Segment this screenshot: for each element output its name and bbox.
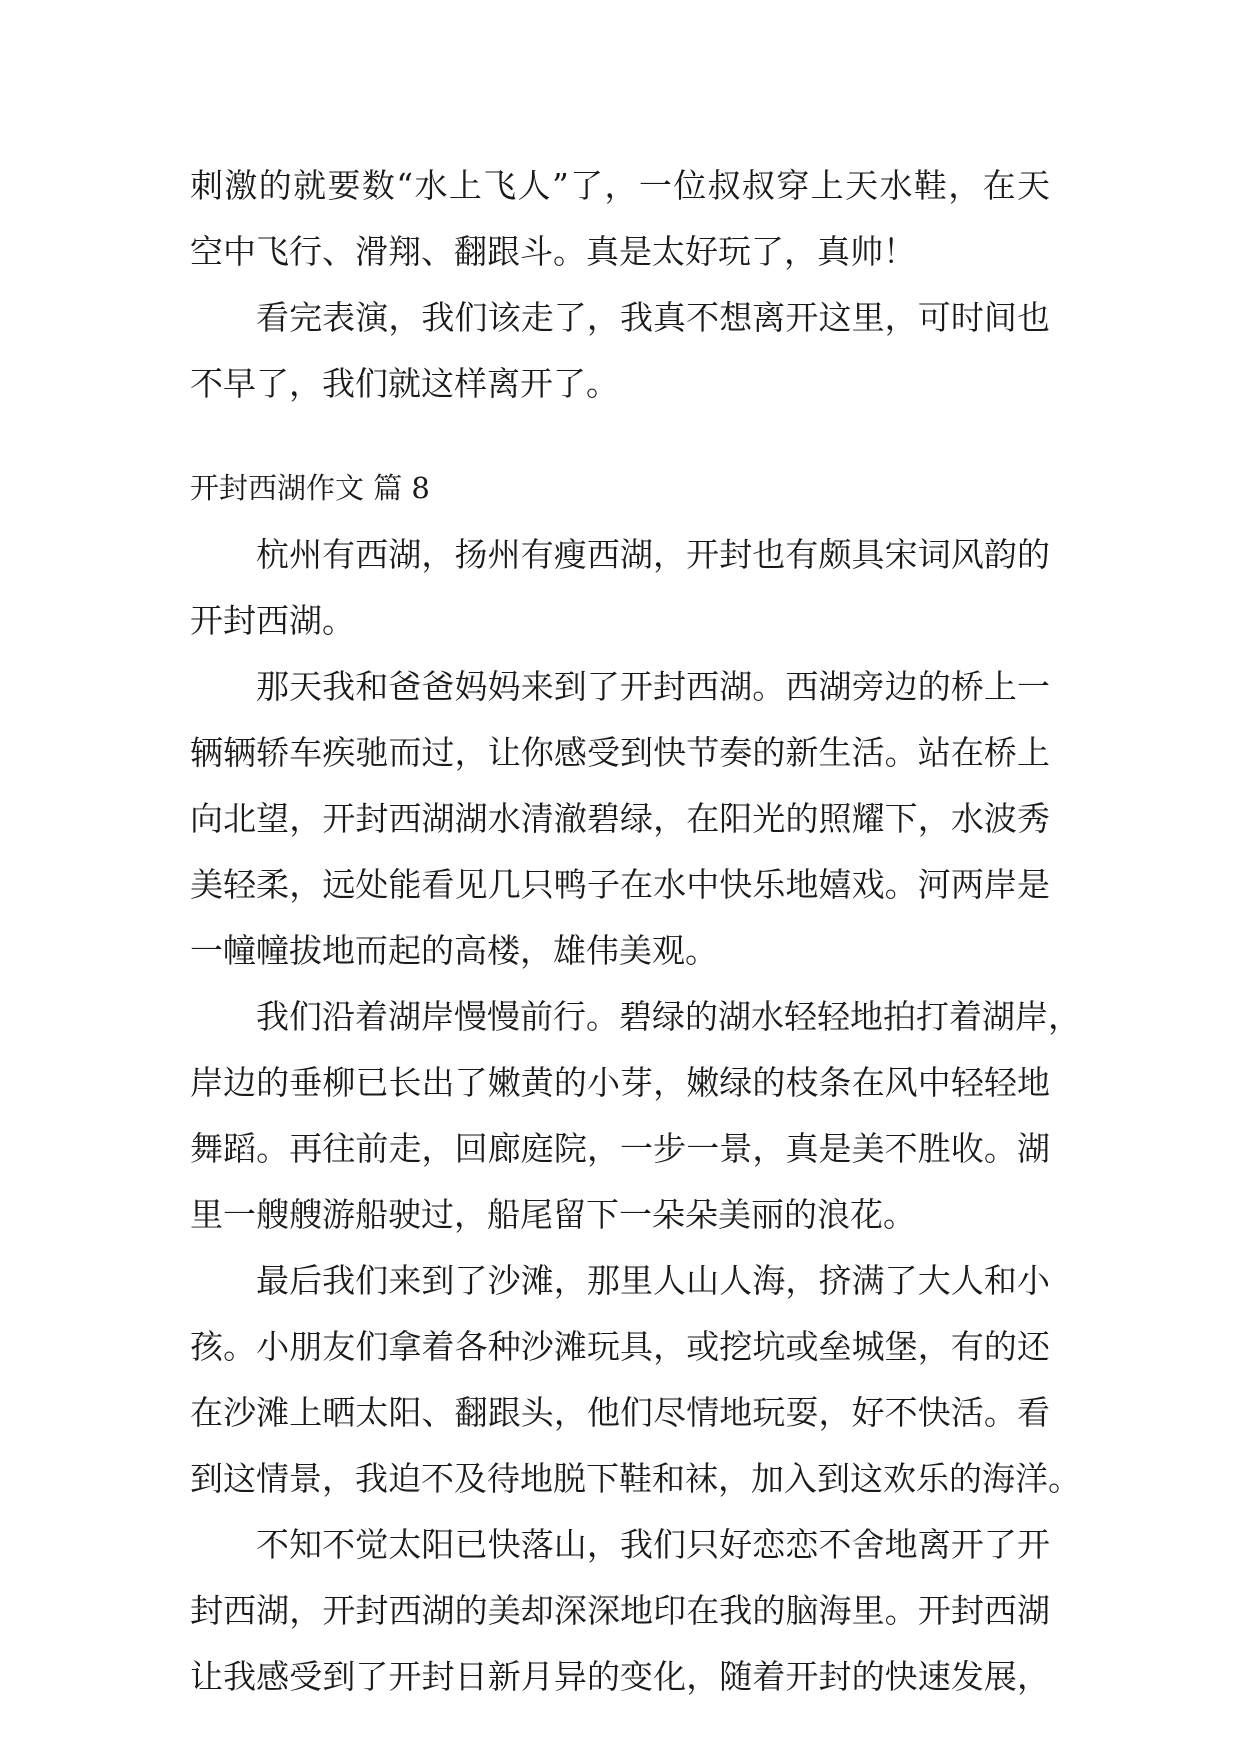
text-line: 辆辆轿车疾驰而过，让你感受到快节奏的新生活。站在桥上 [190,733,1050,772]
text-line: 看完表演，我们该走了，我真不想离开这里，可时间也 [256,298,1050,337]
text-line: 岸边的垂柳已长出了嫩黄的小芽，嫩绿的枝条在风中轻轻地 [190,1063,1050,1102]
text-line: 杭州有西湖，扬州有瘦西湖，开封也有颇具宋词风韵的 [256,535,1050,574]
text-line: 在沙滩上晒太阳、翻跟头，他们尽情地玩耍，好不快活。看 [190,1393,1050,1432]
text-line: 不早了，我们就这样离开了。 [190,364,619,403]
text-line: 开封西湖。 [190,601,355,640]
section-title: 开封西湖作文 篇 8 [190,471,430,505]
text-line: 到这情景，我迫不及待地脱下鞋和袜，加入到这欢乐的海洋。 [190,1459,1081,1498]
text-line: 我们沿着湖岸慢慢前行。碧绿的湖水轻轻地拍打着湖岸， [256,997,1081,1036]
text-line: 不知不觉太阳已快落山，我们只好恋恋不舍地离开了开 [256,1525,1050,1564]
text-line: 向北望，开封西湖湖水清澈碧绿，在阳光的照耀下，水波秀 [190,799,1050,838]
text-line: 里一艘艘游船驶过，船尾留下一朵朵美丽的浪花。 [190,1195,916,1234]
text-line: 那天我和爸爸妈妈来到了开封西湖。西湖旁边的桥上一 [256,667,1050,706]
text-line: 让我感受到了开封日新月异的变化，随着开封的快速发展， [190,1657,1050,1696]
text-line: 空中飞行、滑翔、翻跟斗。真是太好玩了，真帅！ [190,232,916,271]
text-line: 封西湖，开封西湖的美却深深地印在我的脑海里。开封西湖 [190,1591,1050,1630]
text-line: 舞蹈。再往前走，回廊庭院，一步一景，真是美不胜收。湖 [190,1129,1050,1168]
text-line: 美轻柔，远处能看见几只鸭子在水中快乐地嬉戏。河两岸是 [190,865,1050,904]
text-line: 最后我们来到了沙滩，那里人山人海，挤满了大人和小 [256,1261,1050,1300]
text-line: 一幢幢拔地而起的高楼，雄伟美观。 [190,931,718,970]
text-line: 孩。小朋友们拿着各种沙滩玩具，或挖坑或垒城堡，有的还 [190,1327,1050,1366]
text-line: 刺激的就要数“水上飞人”了，一位叔叔穿上天水鞋，在天 [190,166,1050,205]
